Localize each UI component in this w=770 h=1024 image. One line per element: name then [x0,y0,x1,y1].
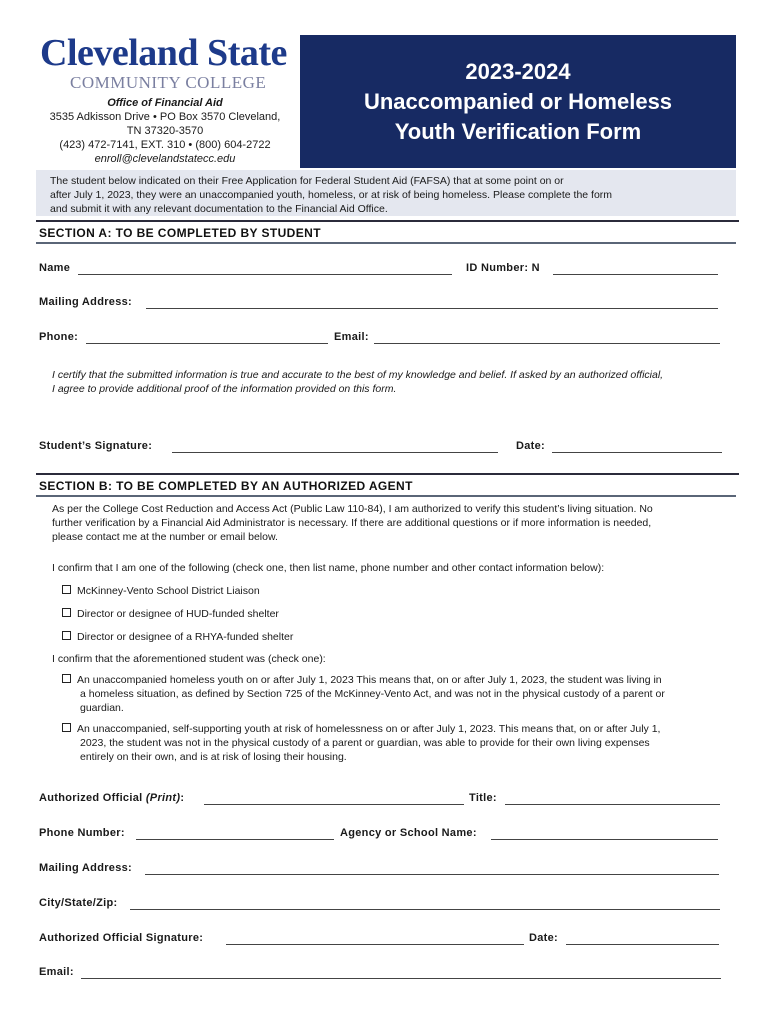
student-phone-label: Phone: [39,331,79,343]
student-email-label: Email: [334,331,369,343]
office-phone: (423) 472-7141, EXT. 310 • (800) 604-2722 [59,139,271,151]
student-email-field[interactable] [374,343,720,344]
role-option-label: Director or designee of a RHYA-funded shelter [77,631,294,643]
intro-line: after July 1, 2023, they were an unaccompanied youth, homeless, or at risk of being homeless. Please complete the form [50,189,613,201]
official-email-field[interactable] [81,978,721,979]
student-name-label: Name [39,262,71,274]
official-email-label: Email: [39,966,74,978]
status-option-text: An unaccompanied homeless youth on or after July 1, 2023 This means that, on or after July 1, 2023, the student was living in [77,674,662,686]
intro-line: and submit it with any relevant documentation to the Financial Aid Office. [50,203,388,215]
role-option-label: Director or designee of HUD-funded shelter [77,608,279,620]
official-name-field[interactable] [204,804,464,805]
form-year: 2023-2024 [465,59,571,84]
official-colon: : [180,792,185,804]
official-signature-field[interactable] [226,944,524,945]
checkbox[interactable] [62,674,71,683]
section-a-heading: SECTION A: TO BE COMPLETED BY STUDENT [36,220,739,244]
college-logo-subtitle: COMMUNITY COLLEGE [70,73,267,92]
office-email: enroll@clevelandstatecc.edu [94,153,236,165]
official-label-text: Authorized Official [39,792,143,804]
certification-text: I certify that the submitted information is true and accurate to the best of my knowledge and belief. If asked by an authorized official, [52,369,664,381]
confirm-status-text: I confirm that the aforementioned student was (check one): [52,653,326,665]
agent-authorization-text: please contact me at the number or email below. [52,531,278,543]
official-date-label: Date: [529,932,559,944]
student-mailing-label: Mailing Address: [39,296,133,308]
agent-authorization-text: As per the College Cost Reduction and Access Act (Public Law 110-84), I am authorized to verify this student’s living situation. No [52,503,653,515]
role-option-hud[interactable] [62,607,279,621]
city-state-zip-label: City/State/Zip: [39,897,118,909]
student-signature-field[interactable] [172,452,498,453]
checkbox[interactable] [62,631,71,640]
official-name-label [39,792,184,804]
checkbox[interactable] [62,585,71,594]
certification-text: I agree to provide additional proof of the information provided on this form. [52,383,397,395]
agency-name-label: Agency or School Name: [340,827,477,839]
official-mailing-field[interactable] [145,874,719,875]
form-title-line1: Unaccompanied or Homeless [363,89,673,114]
student-signature-label: Student’s Signature: [39,440,153,452]
official-title-field[interactable] [505,804,720,805]
checkbox[interactable] [62,723,71,732]
official-mailing-label: Mailing Address: [39,862,133,874]
student-phone-field[interactable] [86,343,328,344]
role-option-rhya[interactable] [62,630,293,644]
office-title: Office of Financial Aid [107,97,223,109]
confirm-role-text: I confirm that I am one of the following (check one, then list name, phone number and other contact information below): [52,562,605,574]
student-id-label: ID Number: N [466,262,540,274]
status-option-text: entirely on their own, and is at risk of losing their housing. [80,751,347,763]
status-option-at-risk[interactable] [62,722,732,764]
office-address-line2: TN 37320-3570 [126,125,204,137]
student-date-field[interactable] [552,452,722,453]
office-address-line1: 3535 Adkisson Drive • PO Box 3570 Cleveland, [49,111,281,123]
student-id-field[interactable] [553,274,718,275]
section-b-heading: SECTION B: TO BE COMPLETED BY AN AUTHORIZED AGENT [36,473,739,497]
status-option-homeless[interactable] [62,673,732,715]
student-mailing-field[interactable] [146,308,718,309]
form-title-line2: Youth Verification Form [394,119,642,144]
status-option-text: An unaccompanied, self-supporting youth at risk of homelessness on or after July 1, 2023. This means that, on or after July 1, [77,723,661,735]
official-print-text: (Print) [145,792,181,804]
office-contact-block [40,96,290,166]
city-state-zip-field[interactable] [130,909,720,910]
form-title-banner [300,35,736,168]
intro-box [36,170,736,216]
official-phone-field[interactable] [136,839,334,840]
agency-name-field[interactable] [491,839,718,840]
section-a-divider [36,242,736,244]
official-title-label: Title: [469,792,497,804]
student-name-field[interactable] [78,274,452,275]
intro-line: The student below indicated on their Free Application for Federal Student Aid (FAFSA) that at some point on or [50,175,564,187]
role-option-label: McKinney-Vento School District Liaison [77,585,260,597]
college-logo-name: Cleveland State [40,32,287,74]
checkbox[interactable] [62,608,71,617]
role-option-liaison[interactable] [62,584,260,598]
section-b-divider [36,495,736,497]
official-date-field[interactable] [566,944,719,945]
status-option-text: 2023, the student was not in the physical custody of a parent or guardian, was able to provide for their own living expenses [80,737,650,749]
status-option-text: guardian. [80,702,124,714]
status-option-text: a homeless situation, as defined by Section 725 of the McKinney-Vento Act, and was not in the physical custody of a parent or [80,688,665,700]
official-signature-label: Authorized Official Signature: [39,932,204,944]
student-date-label: Date: [516,440,546,452]
agent-authorization-text: further verification by a Financial Aid Administrator is necessary. If there are additional questions or if more information is needed, [52,517,652,529]
official-phone-label: Phone Number: [39,827,125,839]
